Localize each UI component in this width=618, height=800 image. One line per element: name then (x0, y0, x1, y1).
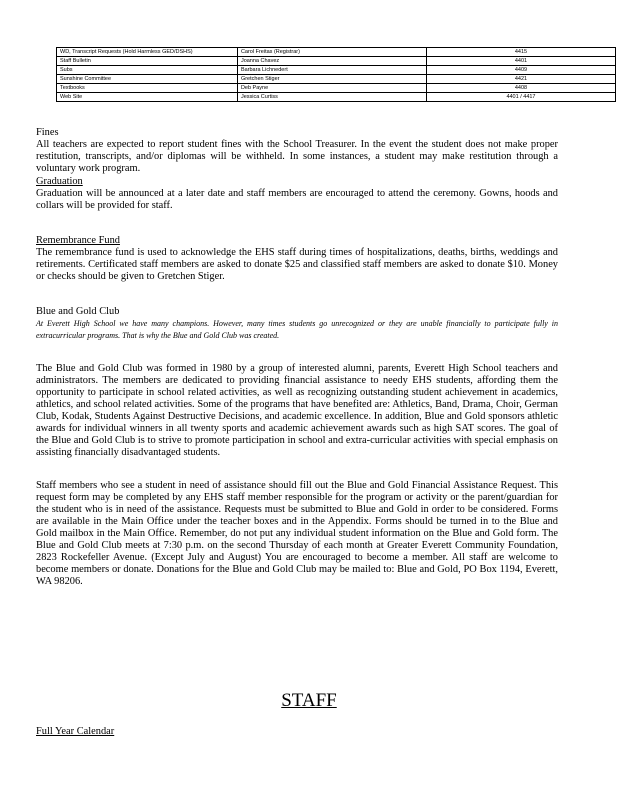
table-cell-contact: Carol Freitas (Registrar) (237, 48, 426, 57)
table-cell-contact: Deb Payne (237, 84, 426, 93)
table-cell-item: WD, Transcript Requests (Hold Harmless GED/DSHS) (57, 48, 238, 57)
table-row (57, 48, 616, 57)
table-cell-contact: Gretchen Stiger (237, 75, 426, 84)
table-row (57, 57, 616, 66)
table-cell-item: Subs (57, 66, 238, 75)
table-row (57, 84, 616, 93)
document-body (36, 127, 558, 588)
table-cell-contact: Barbara Lichnedert (237, 66, 426, 75)
remembrance-text: The remembrance fund is used to acknowledge the EHS staff during times of hospitalizations, deaths, births, weddings and retirements. Certificated staff members are asked to donate $25 and classified staff members are asked to donate $10. Money or checks should be given to Gretchen Stiger. (36, 247, 558, 282)
table-cell-item: Staff Bulletin (57, 57, 238, 66)
table-row (57, 75, 616, 84)
remembrance-heading: Remembrance Fund (36, 235, 120, 246)
table-cell-ext: 4401 (426, 57, 615, 66)
table-cell-ext: 4415 (426, 48, 615, 57)
graduation-text: Graduation will be announced at a later date and staff members are encouraged to attend the ceremony. Gowns, hoods and collars will be provided for staff. (36, 188, 558, 211)
table-cell-item: Web Site (57, 93, 238, 102)
table-cell-ext: 4401 / 4417 (426, 93, 615, 102)
table-cell-item: Textbooks (57, 84, 238, 93)
fines-text: All teachers are expected to report student fines with the School Treasurer. In the event the student does not make proper restitution, transcripts, and/or diplomas will be withheld. In some instances, a student may make restitution through a voluntary work program. (36, 139, 558, 174)
full-year-calendar-heading: Full Year Calendar (36, 726, 115, 737)
blue-gold-intro: At Everett High School we have many champions. However, many times students go unrecognized or they are unable financially to participate fully in extracurricular programs. That is why the Blue and Gold Club was created. (36, 319, 558, 340)
table-cell-item: Sunshine Committee (57, 75, 238, 84)
fines-heading: Fines (36, 127, 59, 138)
blue-gold-paragraph-2: Staff members who see a student in need of assistance should fill out the Blue and Gold Financial Assistance Request. This request form may be completed by any EHS staff member responsible for the program or activity or the parent/guardian for the student who is in need of the assistance. Requests must be submitted to Blue and Gold in order to be considered. Forms are available in the Main Office under the teacher boxes and in the Appendix. Forms should be turned in to the Blue and Gold mailbox in the Main Office. Remember, do not put any individual student information on the Blue and Gold form. The Blue and Gold Club meets at 7:30 p.m. on the second Thursday of each month at Greater Everett Community Foundation, 2823 Rockefeller Avenue. (Except July and August) You are encouraged to become a member. All staff are welcome to become members or donate. Donations for the Blue and Gold Club may be mailed to: Blue and Gold, PO Box 1194, Everett, WA 98206. (36, 480, 558, 587)
table-cell-contact: Joanna Chavez (237, 57, 426, 66)
table-row (57, 66, 616, 75)
table-cell-contact: Jessica Curtiss (237, 93, 426, 102)
graduation-heading: Graduation (36, 176, 83, 187)
contact-table (56, 47, 616, 102)
blue-gold-heading: Blue and Gold Club (36, 306, 120, 317)
table-cell-ext: 4408 (426, 84, 615, 93)
table-cell-ext: 4409 (426, 66, 615, 75)
staff-title: STAFF (281, 690, 337, 711)
table-cell-ext: 4421 (426, 75, 615, 84)
blue-gold-paragraph-1: The Blue and Gold Club was formed in 1980 by a group of interested alumni, parents, Everett High School teachers and administrators. The members are dedicated to providing financial assistance to needy EHS students, affording them the opportunity to participate in school related activities, as well as recognizing outstanding student achievement in academics, athletics, and school related activities. Some of the programs that have benefited are: Athletics, Band, Drama, Choir, German Club, Kodak, Students Against Destructive Decisions, and academic excellence. In addition, Blue and Gold sponsors athletic awards for individual winners in all twenty sports and academic achievement awards such as high SAT scores. The goal of the Blue and Gold Club is to strive to promote participation in school and extra-curricular activities with special emphasis on assisting financially disadvantaged students. (36, 363, 558, 458)
table-row (57, 93, 616, 102)
